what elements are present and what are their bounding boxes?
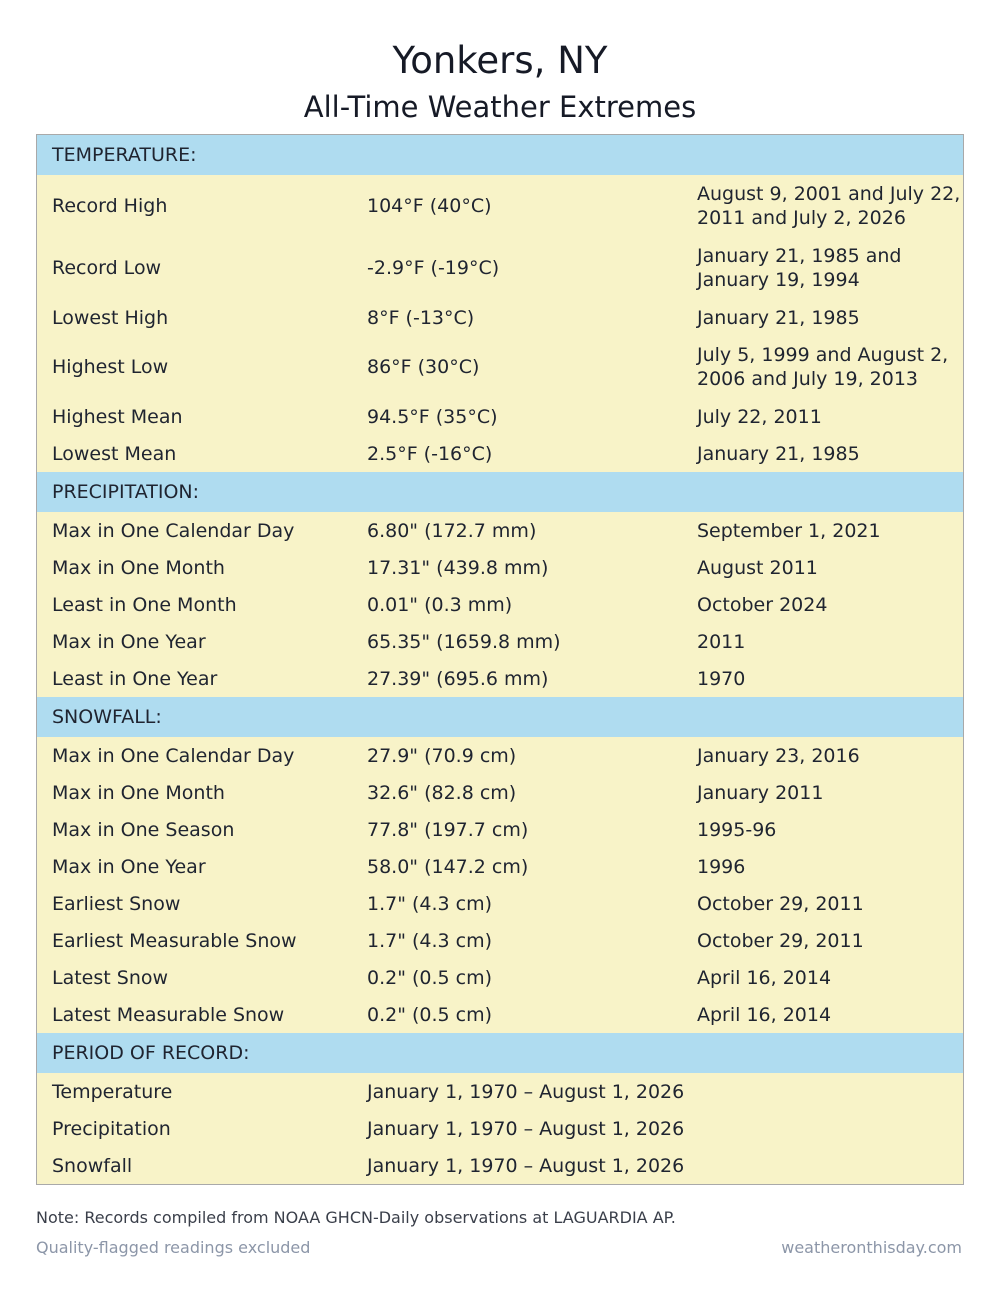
- footer-note: Quality-flagged readings excluded: [36, 1238, 311, 1257]
- row-label: Highest Low: [52, 356, 169, 378]
- row-label: Precipitation: [52, 1117, 171, 1140]
- page-title: Yonkers, NY: [392, 39, 608, 82]
- row-value: 17.31" (439.8 mm): [367, 556, 549, 579]
- table-row: [37, 774, 963, 811]
- table-row: [37, 623, 963, 660]
- row-value: 86°F (30°C): [367, 356, 480, 378]
- extremes-table: [36, 134, 964, 1185]
- table-row: [37, 1147, 963, 1184]
- row-label: Latest Measurable Snow: [52, 1003, 285, 1026]
- row-label: Record High: [52, 195, 168, 217]
- row-value: January 1, 1970 – August 1, 2026: [367, 1117, 685, 1140]
- row-label: Least in One Year: [52, 667, 218, 690]
- site-link[interactable]: weatheronthisday.com: [781, 1238, 962, 1257]
- table-row: [37, 586, 963, 623]
- row-value: 104°F (40°C): [367, 195, 492, 217]
- row-value: 0.01" (0.3 mm): [367, 593, 513, 616]
- row-label: Lowest Mean: [52, 442, 177, 465]
- row-date: January 21, 1985: [697, 306, 860, 329]
- row-label: Least in One Month: [52, 593, 237, 616]
- row-value: January 1, 1970 – August 1, 2026: [367, 1154, 685, 1177]
- row-value: 2.5°F (-16°C): [367, 442, 493, 465]
- row-value: January 1, 1970 – August 1, 2026: [367, 1080, 685, 1103]
- row-date: April 16, 2014: [697, 966, 832, 989]
- table-row: [37, 1073, 963, 1110]
- row-value: 58.0" (147.2 cm): [367, 855, 529, 878]
- row-value: 27.9" (70.9 cm): [367, 744, 517, 767]
- row-date: April 16, 2014: [697, 1003, 832, 1026]
- row-date: January 21, 1985: [697, 442, 860, 465]
- table-row: [37, 336, 963, 398]
- row-value: 0.2" (0.5 cm): [367, 1003, 493, 1026]
- row-date: January 2011: [697, 781, 824, 804]
- row-value: -2.9°F (-19°C): [367, 257, 500, 279]
- row-label: Lowest High: [52, 306, 169, 329]
- page-subtitle: All-Time Weather Extremes: [303, 90, 697, 124]
- row-date: October 29, 2011: [697, 892, 864, 915]
- row-date: January 23, 2016: [697, 744, 860, 767]
- row-value: 65.35" (1659.8 mm): [367, 630, 561, 653]
- row-label: Earliest Measurable Snow: [52, 929, 297, 952]
- row-value: 1.7" (4.3 cm): [367, 892, 493, 915]
- section-header-precipitation: PRECIPITATION:: [37, 472, 963, 512]
- row-value: 27.39" (695.6 mm): [367, 667, 549, 690]
- table-row: [37, 996, 963, 1033]
- row-value: 8°F (-13°C): [367, 306, 475, 329]
- table-row: [37, 299, 963, 336]
- row-label: Temperature: [52, 1080, 173, 1103]
- row-label: Max in One Calendar Day: [52, 519, 295, 542]
- row-date: 2011: [697, 630, 746, 653]
- table-row: [37, 549, 963, 586]
- table-row: [37, 435, 963, 472]
- row-value: 77.8" (197.7 cm): [367, 818, 529, 841]
- row-value: 6.80" (172.7 mm): [367, 519, 537, 542]
- table-row: [37, 848, 963, 885]
- row-label: Max in One Calendar Day: [52, 744, 295, 767]
- table-row: [37, 237, 963, 299]
- table-row: [37, 885, 963, 922]
- section-header-period-of-record: PERIOD OF RECORD:: [37, 1033, 963, 1073]
- row-date: 1970: [697, 667, 746, 690]
- row-label: Highest Mean: [52, 405, 183, 428]
- row-label: Latest Snow: [52, 966, 169, 989]
- row-date: 1996: [697, 855, 746, 878]
- table-row: [37, 512, 963, 549]
- table-row: [37, 398, 963, 435]
- row-date: August 2011: [697, 556, 818, 579]
- row-date: September 1, 2021: [697, 519, 881, 542]
- table-row: [37, 922, 963, 959]
- table-row: [37, 175, 963, 237]
- row-label: Earliest Snow: [52, 892, 181, 915]
- table-row: [37, 660, 963, 697]
- table-row: [37, 959, 963, 996]
- row-label: Record Low: [52, 257, 162, 279]
- row-label: Max in One Year: [52, 855, 206, 878]
- table-row: [37, 811, 963, 848]
- row-label: Snowfall: [52, 1154, 133, 1177]
- row-label: Max in One Month: [52, 556, 225, 579]
- row-label: Max in One Month: [52, 781, 225, 804]
- row-value: 32.6" (82.8 cm): [367, 781, 517, 804]
- row-label: Max in One Year: [52, 630, 206, 653]
- row-date: July 22, 2011: [697, 405, 822, 428]
- table-row: [37, 1110, 963, 1147]
- row-date: October 2024: [697, 593, 828, 616]
- footnote: Note: Records compiled from NOAA GHCN-Daily observations at LAGUARDIA AP.: [36, 1208, 676, 1227]
- row-date: October 29, 2011: [697, 929, 864, 952]
- section-header-snowfall: SNOWFALL:: [37, 697, 963, 737]
- row-value: 0.2" (0.5 cm): [367, 966, 493, 989]
- row-date: August 9, 2001 and July 22, 2011 and July 2, 2026: [697, 183, 961, 229]
- section-header-temperature: TEMPERATURE:: [37, 135, 963, 175]
- row-date: 1995-96: [697, 818, 777, 841]
- row-label: Max in One Season: [52, 818, 235, 841]
- row-date: July 5, 1999 and August 2, 2006 and July 19, 2013: [697, 344, 949, 390]
- row-date: January 21, 1985 and January 19, 1994: [697, 245, 902, 291]
- row-value: 1.7" (4.3 cm): [367, 929, 493, 952]
- table-row: [37, 737, 963, 774]
- row-value: 94.5°F (35°C): [367, 405, 498, 428]
